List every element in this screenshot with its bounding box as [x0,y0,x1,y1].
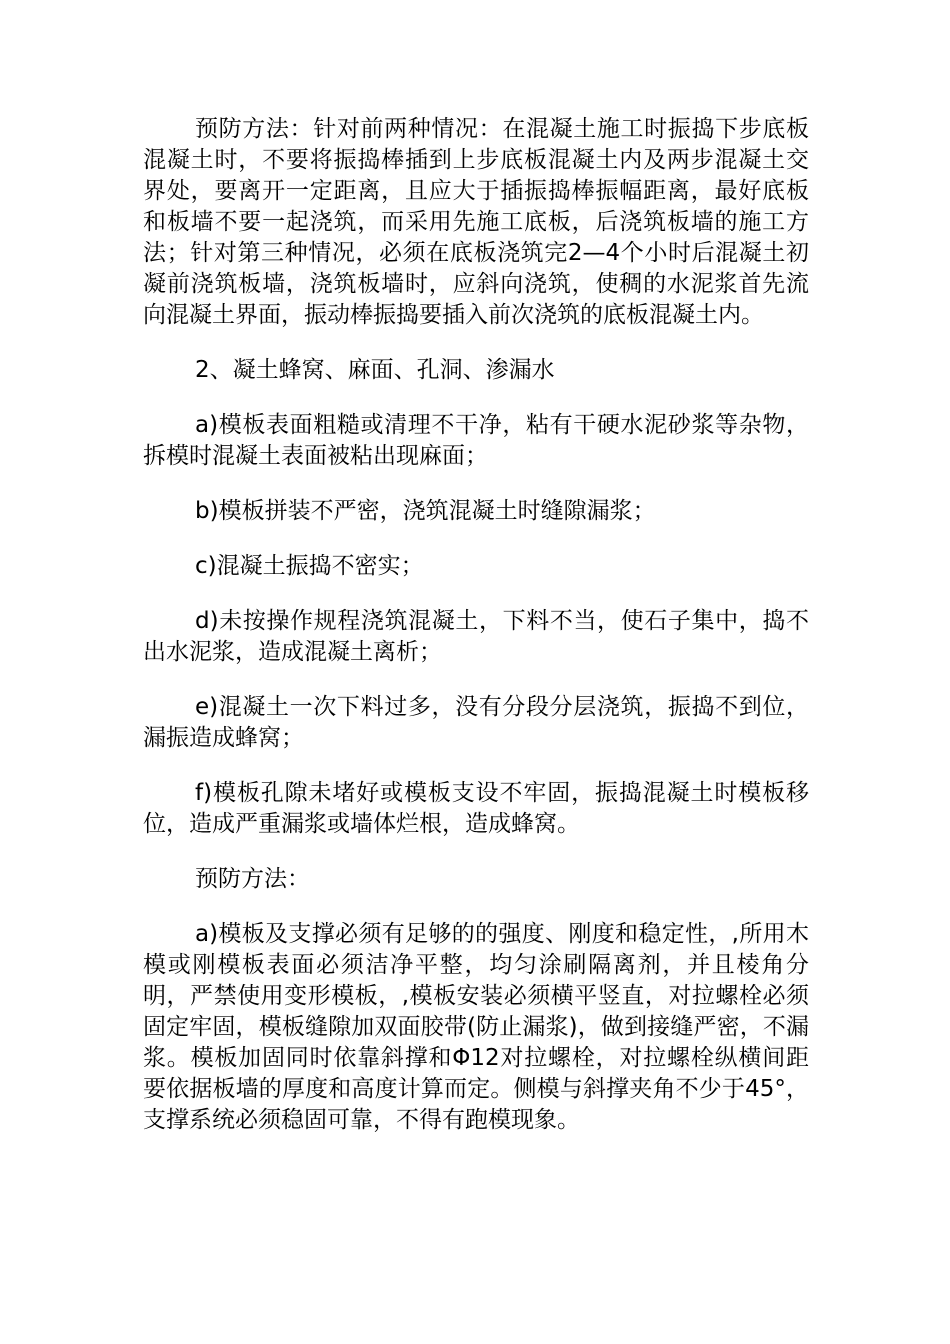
prevention-item-a: a)模板及支撑必须有足够的的强度、刚度和稳定性，,所用木模或刚模板表面必须洁净平整，均匀涂刷隔离剂，并且棱角分明，严禁使用变形模板，,模板安装必须横平竖直，对拉螺栓必须固定牢固，模板缝隙加双面胶带(防止漏浆)，做到接缝严密，不漏浆。模板加固同时依靠斜撑和Φ12对拉螺栓，对拉螺栓纵横间距要依据板墙的厚度和高度计算而定。侧模与斜撑夹角不少于45°，支撑系统必须稳固可靠，不得有跑模现象。 [143,921,809,1133]
list-item-b: b)模板拼装不严密，浇筑混凝土时缝隙漏浆； [195,498,656,524]
list-item-d: d)未按操作规程浇筑混凝土，下料不当，使石子集中，捣不出水泥浆，造成混凝土离析； [143,608,809,665]
list-item-a: a)模板表面粗糙或清理不干净，粘有干硬水泥砂浆等杂物，拆模时混凝土表面被粘出现麻面； [143,412,809,469]
section-heading-honeycomb: 2、凝土蜂窝、麻面、孔洞、渗漏水 [195,357,555,383]
document-page [143,114,809,1160]
list-item-e: e)混凝土一次下料过多，没有分段分层浇筑，振捣不到位，漏振造成蜂窝； [143,694,809,751]
list-item-c: c)混凝土振捣不密实； [195,553,424,579]
list-item-f: f)模板孔隙未堵好或模板支设不牢固，振捣混凝土时模板移位，造成严重漏浆或墙体烂根，造成蜂窝。 [143,780,809,837]
paragraph-prevention-method-1: 预防方法：针对前两种情况：在混凝土施工时振捣下步底板混凝土时，不要将振捣棒插到上步底板混凝土内及两步混凝土交界处，要离开一定距离，且应大于插振捣棒振幅距离，最好底板和板墙不要一起浇筑，而采用先施工底板，后浇筑板墙的施工方法；针对第三种情况，必须在底板浇筑完2—4个小时后混凝土初凝前浇筑板墙，浇筑板墙时，应斜向浇筑，使稠的水泥浆首先流向混凝土界面，振动棒振捣要插入前次浇筑的底板混凝土内。 [143,116,809,328]
prevention-method-heading: 预防方法： [195,866,310,892]
